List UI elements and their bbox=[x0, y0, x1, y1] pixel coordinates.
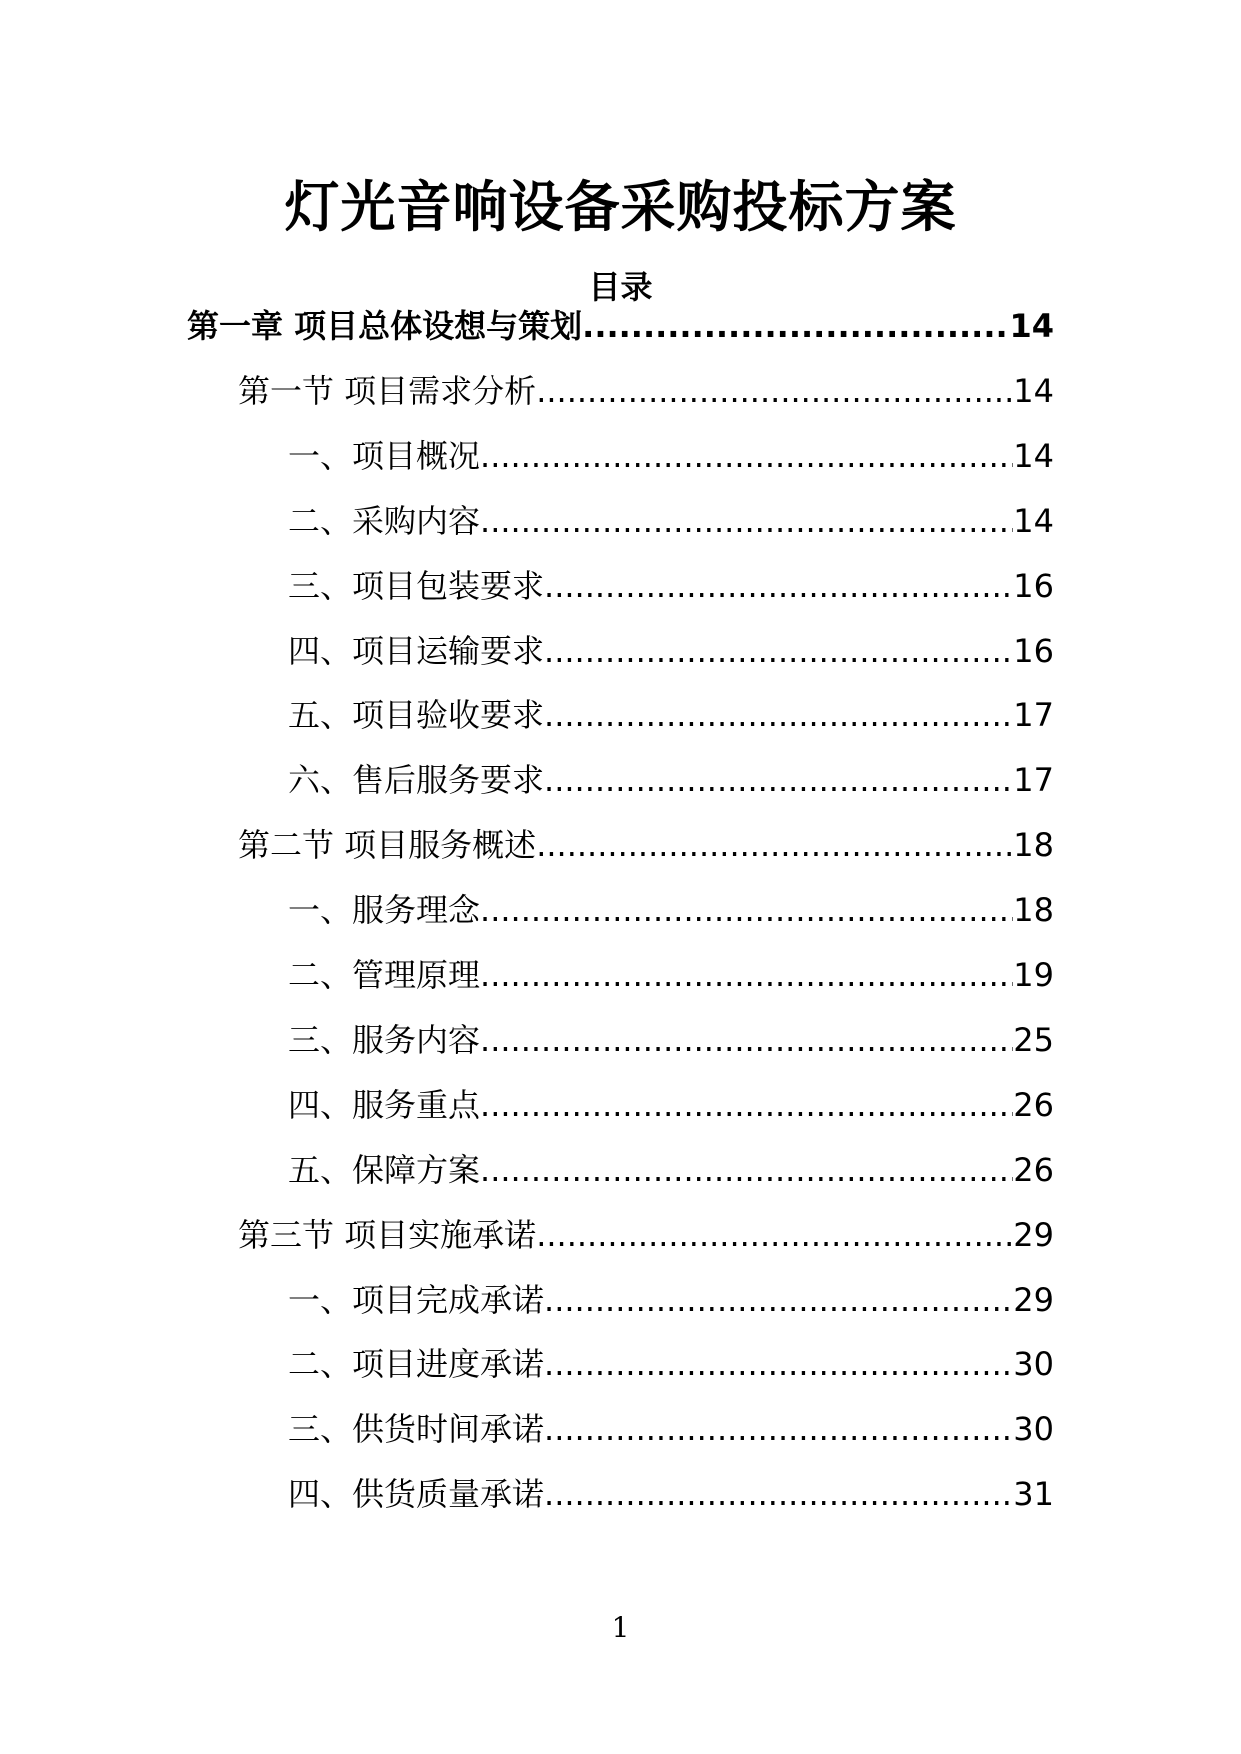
toc-entry[interactable] bbox=[288, 496, 1054, 546]
toc-entry-page: 18 bbox=[1013, 826, 1054, 864]
toc-entry-label: 第二节 项目服务概述 bbox=[238, 826, 537, 864]
toc-entry-page: 25 bbox=[1013, 1021, 1054, 1059]
toc-entry[interactable] bbox=[288, 626, 1054, 676]
toc-entry-label: 四、供货质量承诺 bbox=[288, 1475, 545, 1513]
toc-entry[interactable] bbox=[288, 1015, 1054, 1065]
toc-entry[interactable] bbox=[238, 1210, 1054, 1260]
toc-entry-page: 26 bbox=[1013, 1151, 1054, 1189]
toc-entry[interactable] bbox=[288, 431, 1054, 481]
toc-entry-label: 二、项目进度承诺 bbox=[288, 1345, 545, 1383]
toc-dot-leader bbox=[544, 1469, 1013, 1519]
toc-entry-page: 29 bbox=[1013, 1216, 1054, 1254]
toc-entry-page: 18 bbox=[1013, 891, 1054, 929]
toc-dot-leader bbox=[480, 1015, 1013, 1065]
toc-entry-page: 30 bbox=[1013, 1410, 1054, 1448]
toc-entry[interactable] bbox=[288, 1080, 1054, 1130]
toc-dot-leader bbox=[544, 561, 1013, 611]
toc-entry-label: 三、供货时间承诺 bbox=[288, 1410, 545, 1448]
toc-dot-leader bbox=[544, 1339, 1013, 1389]
toc-dot-leader bbox=[536, 820, 1013, 870]
toc-entry-page: 29 bbox=[1013, 1281, 1054, 1319]
toc-entry-page: 30 bbox=[1013, 1345, 1054, 1383]
toc-entry[interactable] bbox=[187, 301, 1054, 351]
toc-entry-page: 26 bbox=[1013, 1086, 1054, 1124]
toc-dot-leader bbox=[544, 1404, 1013, 1454]
toc-entry-label: 四、服务重点 bbox=[288, 1086, 481, 1124]
toc-entry-label: 五、保障方案 bbox=[288, 1151, 481, 1189]
toc-entry-page: 17 bbox=[1013, 761, 1054, 799]
toc-entry[interactable] bbox=[288, 561, 1054, 611]
toc-entry[interactable] bbox=[288, 1404, 1054, 1454]
toc-entry[interactable] bbox=[288, 950, 1054, 1000]
toc-entry[interactable] bbox=[288, 755, 1054, 805]
toc-entry-label: 二、管理原理 bbox=[288, 956, 481, 994]
toc-dot-leader bbox=[480, 950, 1013, 1000]
toc-entry[interactable] bbox=[238, 366, 1054, 416]
toc-dot-leader bbox=[544, 690, 1013, 740]
toc-entry-label: 第一章 项目总体设想与策划 bbox=[187, 307, 583, 345]
document-title: 灯光音响设备采购投标方案 bbox=[284, 175, 957, 239]
toc-entry[interactable] bbox=[238, 820, 1054, 870]
toc-entry-page: 19 bbox=[1013, 956, 1054, 994]
toc-entry-page: 14 bbox=[1009, 307, 1054, 345]
toc-dot-leader bbox=[544, 755, 1013, 805]
toc-entry-page: 14 bbox=[1013, 437, 1054, 475]
toc-entry[interactable] bbox=[288, 1145, 1054, 1195]
toc-heading: 目录 bbox=[588, 268, 653, 306]
toc-entry[interactable] bbox=[288, 1469, 1054, 1519]
toc-entry-page: 17 bbox=[1013, 696, 1054, 734]
toc-entry[interactable] bbox=[288, 885, 1054, 935]
toc-dot-leader bbox=[536, 1210, 1013, 1260]
toc-dot-leader bbox=[582, 301, 1009, 351]
toc-entry-page: 31 bbox=[1013, 1475, 1054, 1513]
toc-entry-label: 三、服务内容 bbox=[288, 1021, 481, 1059]
toc-dot-leader bbox=[544, 1275, 1013, 1325]
toc-entry-label: 六、售后服务要求 bbox=[288, 761, 545, 799]
toc-entry-label: 一、项目概况 bbox=[288, 437, 481, 475]
toc-entry[interactable] bbox=[288, 1339, 1054, 1389]
toc-entry-label: 第一节 项目需求分析 bbox=[238, 372, 537, 410]
toc-entry-label: 四、项目运输要求 bbox=[288, 632, 545, 670]
toc-entry-label: 一、项目完成承诺 bbox=[288, 1281, 545, 1319]
page-number: 1 bbox=[611, 1611, 630, 1644]
toc-dot-leader bbox=[480, 1145, 1013, 1195]
toc-dot-leader bbox=[480, 431, 1013, 481]
toc-dot-leader bbox=[480, 496, 1013, 546]
toc-entry-label: 第三节 项目实施承诺 bbox=[238, 1216, 537, 1254]
toc-dot-leader bbox=[536, 366, 1013, 416]
toc-entry-page: 16 bbox=[1013, 567, 1054, 605]
toc-entry-label: 二、采购内容 bbox=[288, 502, 481, 540]
toc-dot-leader bbox=[480, 885, 1013, 935]
toc-entry-page: 14 bbox=[1013, 502, 1054, 540]
toc-entry-label: 三、项目包装要求 bbox=[288, 567, 545, 605]
toc-dot-leader bbox=[544, 626, 1013, 676]
toc-entry-label: 一、服务理念 bbox=[288, 891, 481, 929]
toc-entry-page: 16 bbox=[1013, 632, 1054, 670]
toc-entry-label: 五、项目验收要求 bbox=[288, 696, 545, 734]
toc-entry[interactable] bbox=[288, 690, 1054, 740]
toc-dot-leader bbox=[480, 1080, 1013, 1130]
toc-entry-page: 14 bbox=[1013, 372, 1054, 410]
toc-entry[interactable] bbox=[288, 1275, 1054, 1325]
